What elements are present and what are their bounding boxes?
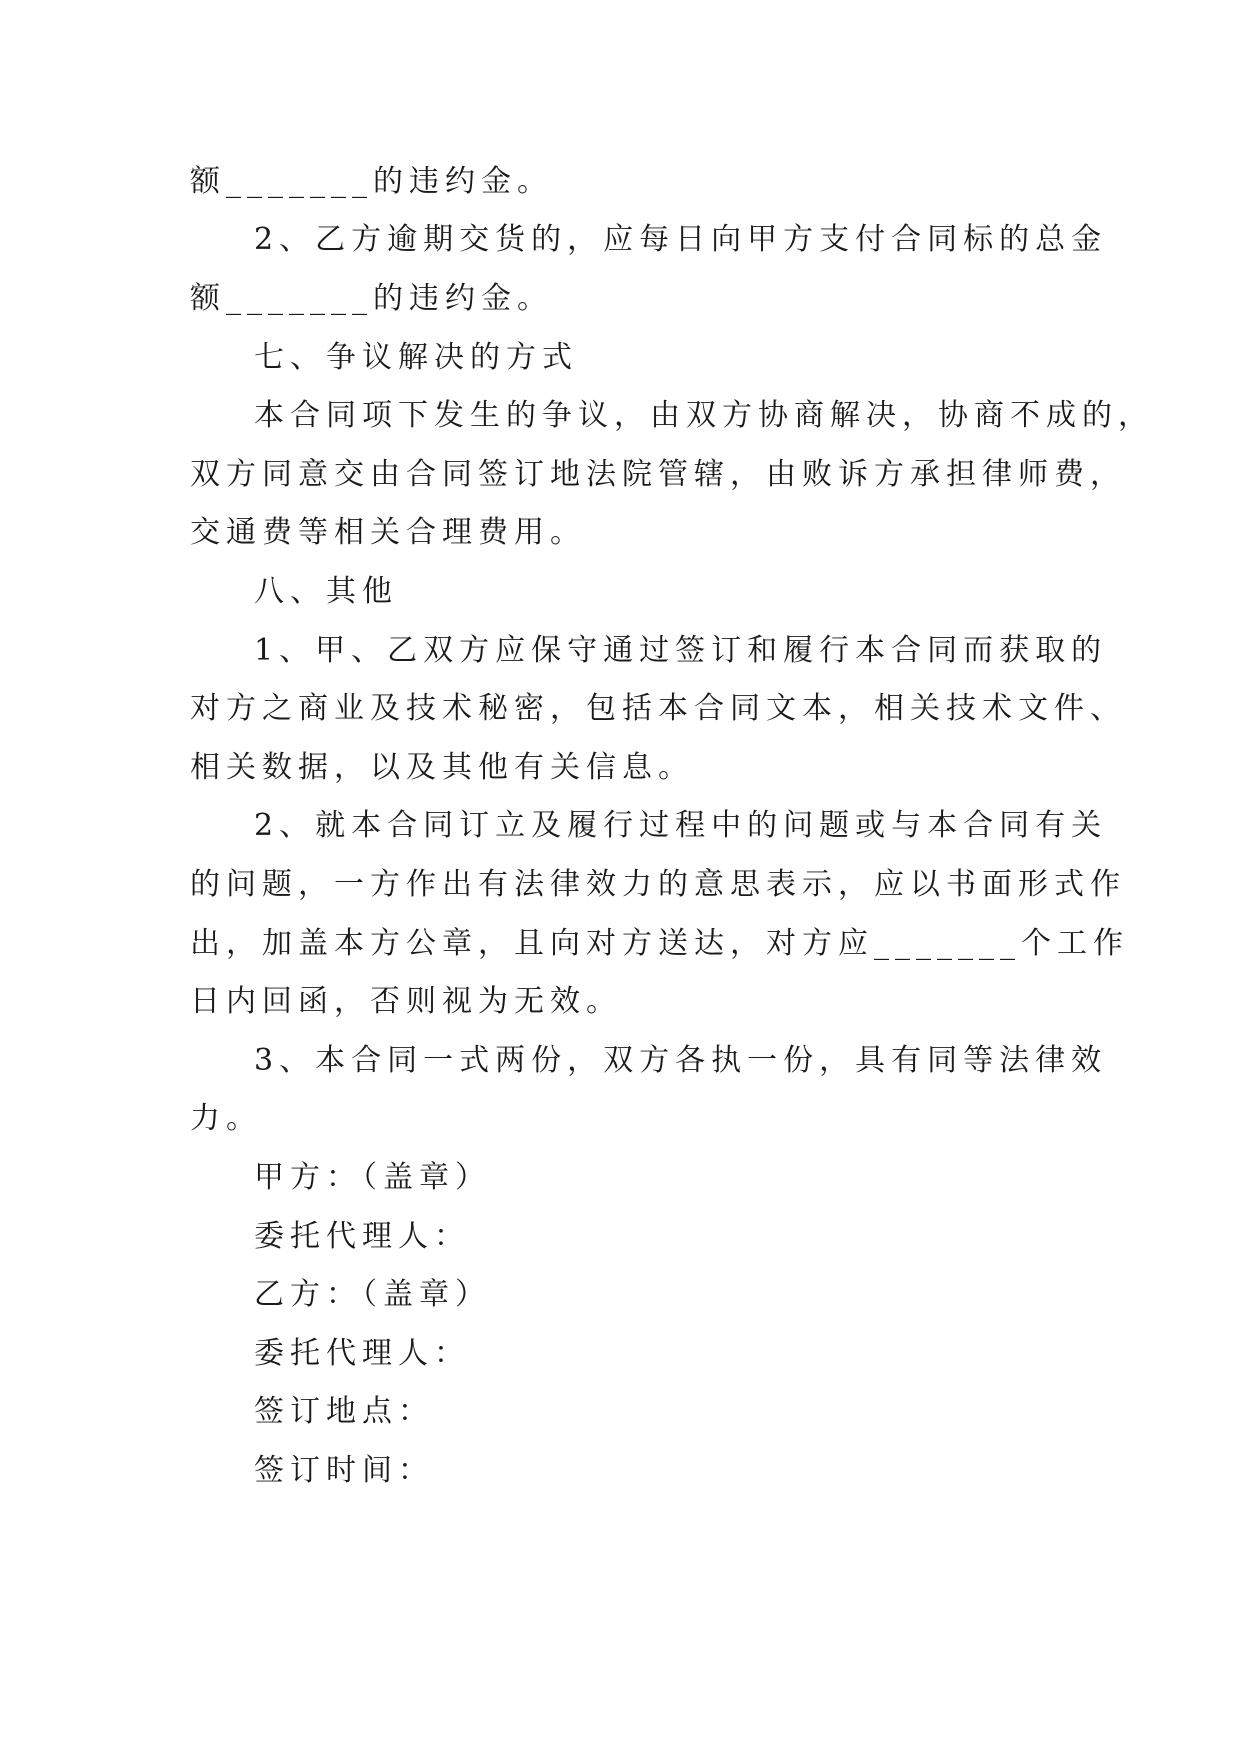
party-b-seal-label: 乙方：（盖章） (254, 1277, 491, 1312)
text-line-2: 2、乙方逾期交货的，应每日向甲方支付合同标的总金 (254, 222, 1108, 257)
text-line-3: 额_______的违约金。 (190, 281, 553, 316)
text-line-5: 本合同项下发生的争议，由双方协商解决，协商不成的， (254, 398, 1154, 433)
text-line-11: 相关数据，以及其他有关信息。 (190, 750, 694, 785)
text-line-13: 的问题，一方作出有法律效力的意思表示，应以书面形式作 (190, 867, 1126, 902)
section-heading-dispute-resolution: 七、争议解决的方式 (254, 340, 578, 375)
text-line-17: 力。 (190, 1101, 262, 1136)
text-line-1: 额_______的违约金。 (190, 164, 553, 199)
text-line-9: 1、甲、乙双方应保守通过签订和履行本合同而获取的 (254, 633, 1108, 668)
party-a-agent-label: 委托代理人： (254, 1219, 470, 1254)
text-line-15: 日内回函，否则视为无效。 (190, 984, 622, 1019)
text-line-7: 交通费等相关合理费用。 (190, 515, 586, 550)
signing-time-label: 签订时间： (254, 1453, 434, 1488)
party-a-seal-label: 甲方：（盖章） (254, 1160, 491, 1195)
text-line-16: 3、本合同一式两份，双方各执一份，具有同等法律效 (254, 1043, 1108, 1078)
text-line-14: 出，加盖本方公章，且向对方送达，对方应_______个工作 (190, 926, 1129, 961)
signing-place-label: 签订地点： (254, 1394, 434, 1429)
text-line-12: 2、就本合同订立及履行过程中的问题或与本合同有关 (254, 808, 1108, 843)
text-line-6: 双方同意交由合同签订地法院管辖，由败诉方承担律师费， (190, 457, 1126, 492)
party-b-agent-label: 委托代理人： (254, 1336, 470, 1371)
section-heading-other: 八、其他 (254, 574, 398, 609)
text-line-10: 对方之商业及技术秘密，包括本合同文本，相关技术文件、 (190, 691, 1126, 726)
